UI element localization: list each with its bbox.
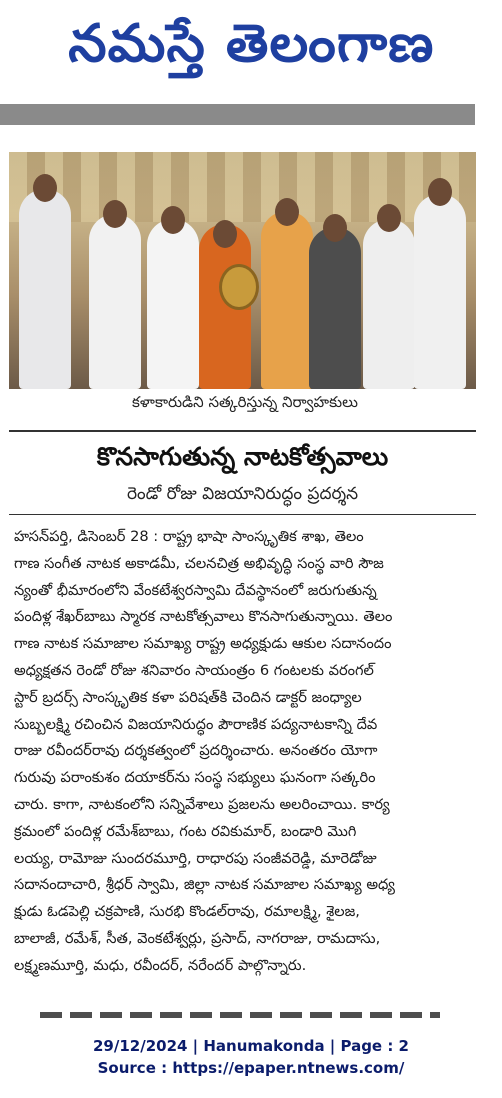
header-divider-bar xyxy=(0,104,475,125)
person-figure xyxy=(309,227,361,389)
article-line: స్టార్ బ్రదర్స్ సాంస్కృతిక కళా పరిషత్‌కి చెందిన డాక్టర్ జంధ్యాల xyxy=(14,688,362,706)
photo-caption: కళాకారుడిని సత్కరిస్తున్న నిర్వాహకులు xyxy=(132,393,358,411)
article-line: గాణ నాటక సమాజాల సమాఖ్య రాష్ట్ర అధ్యక్షుడు ఆకుల సదానందం xyxy=(14,635,392,653)
person-head xyxy=(33,174,57,202)
person-head xyxy=(323,214,347,242)
article-body xyxy=(14,524,474,980)
article-subheadline: రెండో రోజు విజయానిరుద్ధం ప్రదర్శన xyxy=(126,484,359,504)
person-figure xyxy=(89,214,141,389)
article-line: క్రమంలో పందిళ్ల రమేశ్‌బాబు, గంట రవికుమార్, బండారి మొగి xyxy=(14,822,357,840)
person-figure xyxy=(147,219,199,389)
article-line: గాణ సంగీత నాటక అకాడమీ, చలనచిత్ర అభివృద్ధి సంస్థ వారి సౌజ xyxy=(14,554,384,572)
article-line: లయ్య, రామోజు సుందరమూర్తి, రాధారపు సంజీవరెడ్డి, మారెడోజు xyxy=(14,849,377,867)
article-headline: కొనసాగుతున్న నాటకోత్సవాలు xyxy=(96,442,389,471)
article-line: సదానందాచారి, శ్రీధర్ స్వామి, జిల్లా నాటక సమాజాల సమాఖ్య అధ్య xyxy=(14,876,395,894)
source-line: Source : https://epaper.ntnews.com/ xyxy=(97,1059,405,1077)
stage-backdrop xyxy=(9,152,476,222)
article-line: న్యంతో భీమారంలోని వేంకటేశ్వరస్వామి దేవస్థానంలో జరుగుతున్న xyxy=(14,581,377,599)
person-figure xyxy=(19,189,71,389)
person-head xyxy=(161,206,185,234)
article-line: క్షుడు ఓడపెల్లి చక్రపాణి, సురభి కొండల్‌రావు, రమాలక్ష్మి, శైలజ, xyxy=(14,903,360,921)
article-line: బాలాజీ, రమేశ్, సీత, వెంకటేశ్వర్లు, ప్రసాద్, నాగరాజు, రామదాసు, xyxy=(14,929,381,947)
article-line: అధ్యక్షతన రెండో రోజు శనివారం సాయంత్రం 6 గంటలకు వరంగల్ xyxy=(14,661,374,679)
article-line: గురువు పరాంకుశం దయాకర్‌ను సంస్థ సభ్యులు ఘనంగా సత్కరిం xyxy=(14,769,376,787)
news-photo xyxy=(9,152,476,389)
cropped-next-headline xyxy=(40,1012,440,1018)
trophy-memento xyxy=(219,264,259,310)
article-line: పందిళ్ల శేఖర్‌బాబు స్మారక నాటకోత్సవాలు కొనసాగుతున్నాయి. తెలం xyxy=(14,608,393,626)
person-head xyxy=(213,220,237,248)
person-head xyxy=(428,178,452,206)
headline-rule-top xyxy=(9,430,476,432)
article-line: సుబ్బలక్ష్మి రచించిన విజయానిరుద్ధం పౌరాణిక పద్యనాటకాన్ని దేవ xyxy=(14,715,378,733)
headline-rule-bottom xyxy=(9,514,476,515)
person-figure xyxy=(414,194,466,389)
masthead xyxy=(0,0,502,100)
edition-line: 29/12/2024 | Hanumakonda | Page : 2 xyxy=(92,1037,409,1055)
article-line: హసన్‌పర్తి, డిసెంబర్ 28 : రాష్ట్ర భాషా సాంస్కృతిక శాఖ, తెలం xyxy=(14,528,364,545)
person-head xyxy=(275,198,299,226)
person-figure xyxy=(363,219,415,389)
newspaper-title: నమస్తే తెలంగాణ xyxy=(67,13,435,74)
article-line: లక్ష్మణమూర్తి, మధు, రవీందర్, నరేందర్ పాల్గొన్నారు. xyxy=(14,956,307,974)
article-line: చారు. కాగా, నాటకంలోని సన్నివేశాలు ప్రజలను అలరించాయి. కార్య xyxy=(14,795,390,813)
person-head xyxy=(103,200,127,228)
person-figure xyxy=(261,211,313,389)
person-head xyxy=(377,204,401,232)
article-line: రాజు రవీందర్‌రావు దర్శకత్వంలో ప్రదర్శించారు. అనంతరం యోగా xyxy=(14,742,378,760)
